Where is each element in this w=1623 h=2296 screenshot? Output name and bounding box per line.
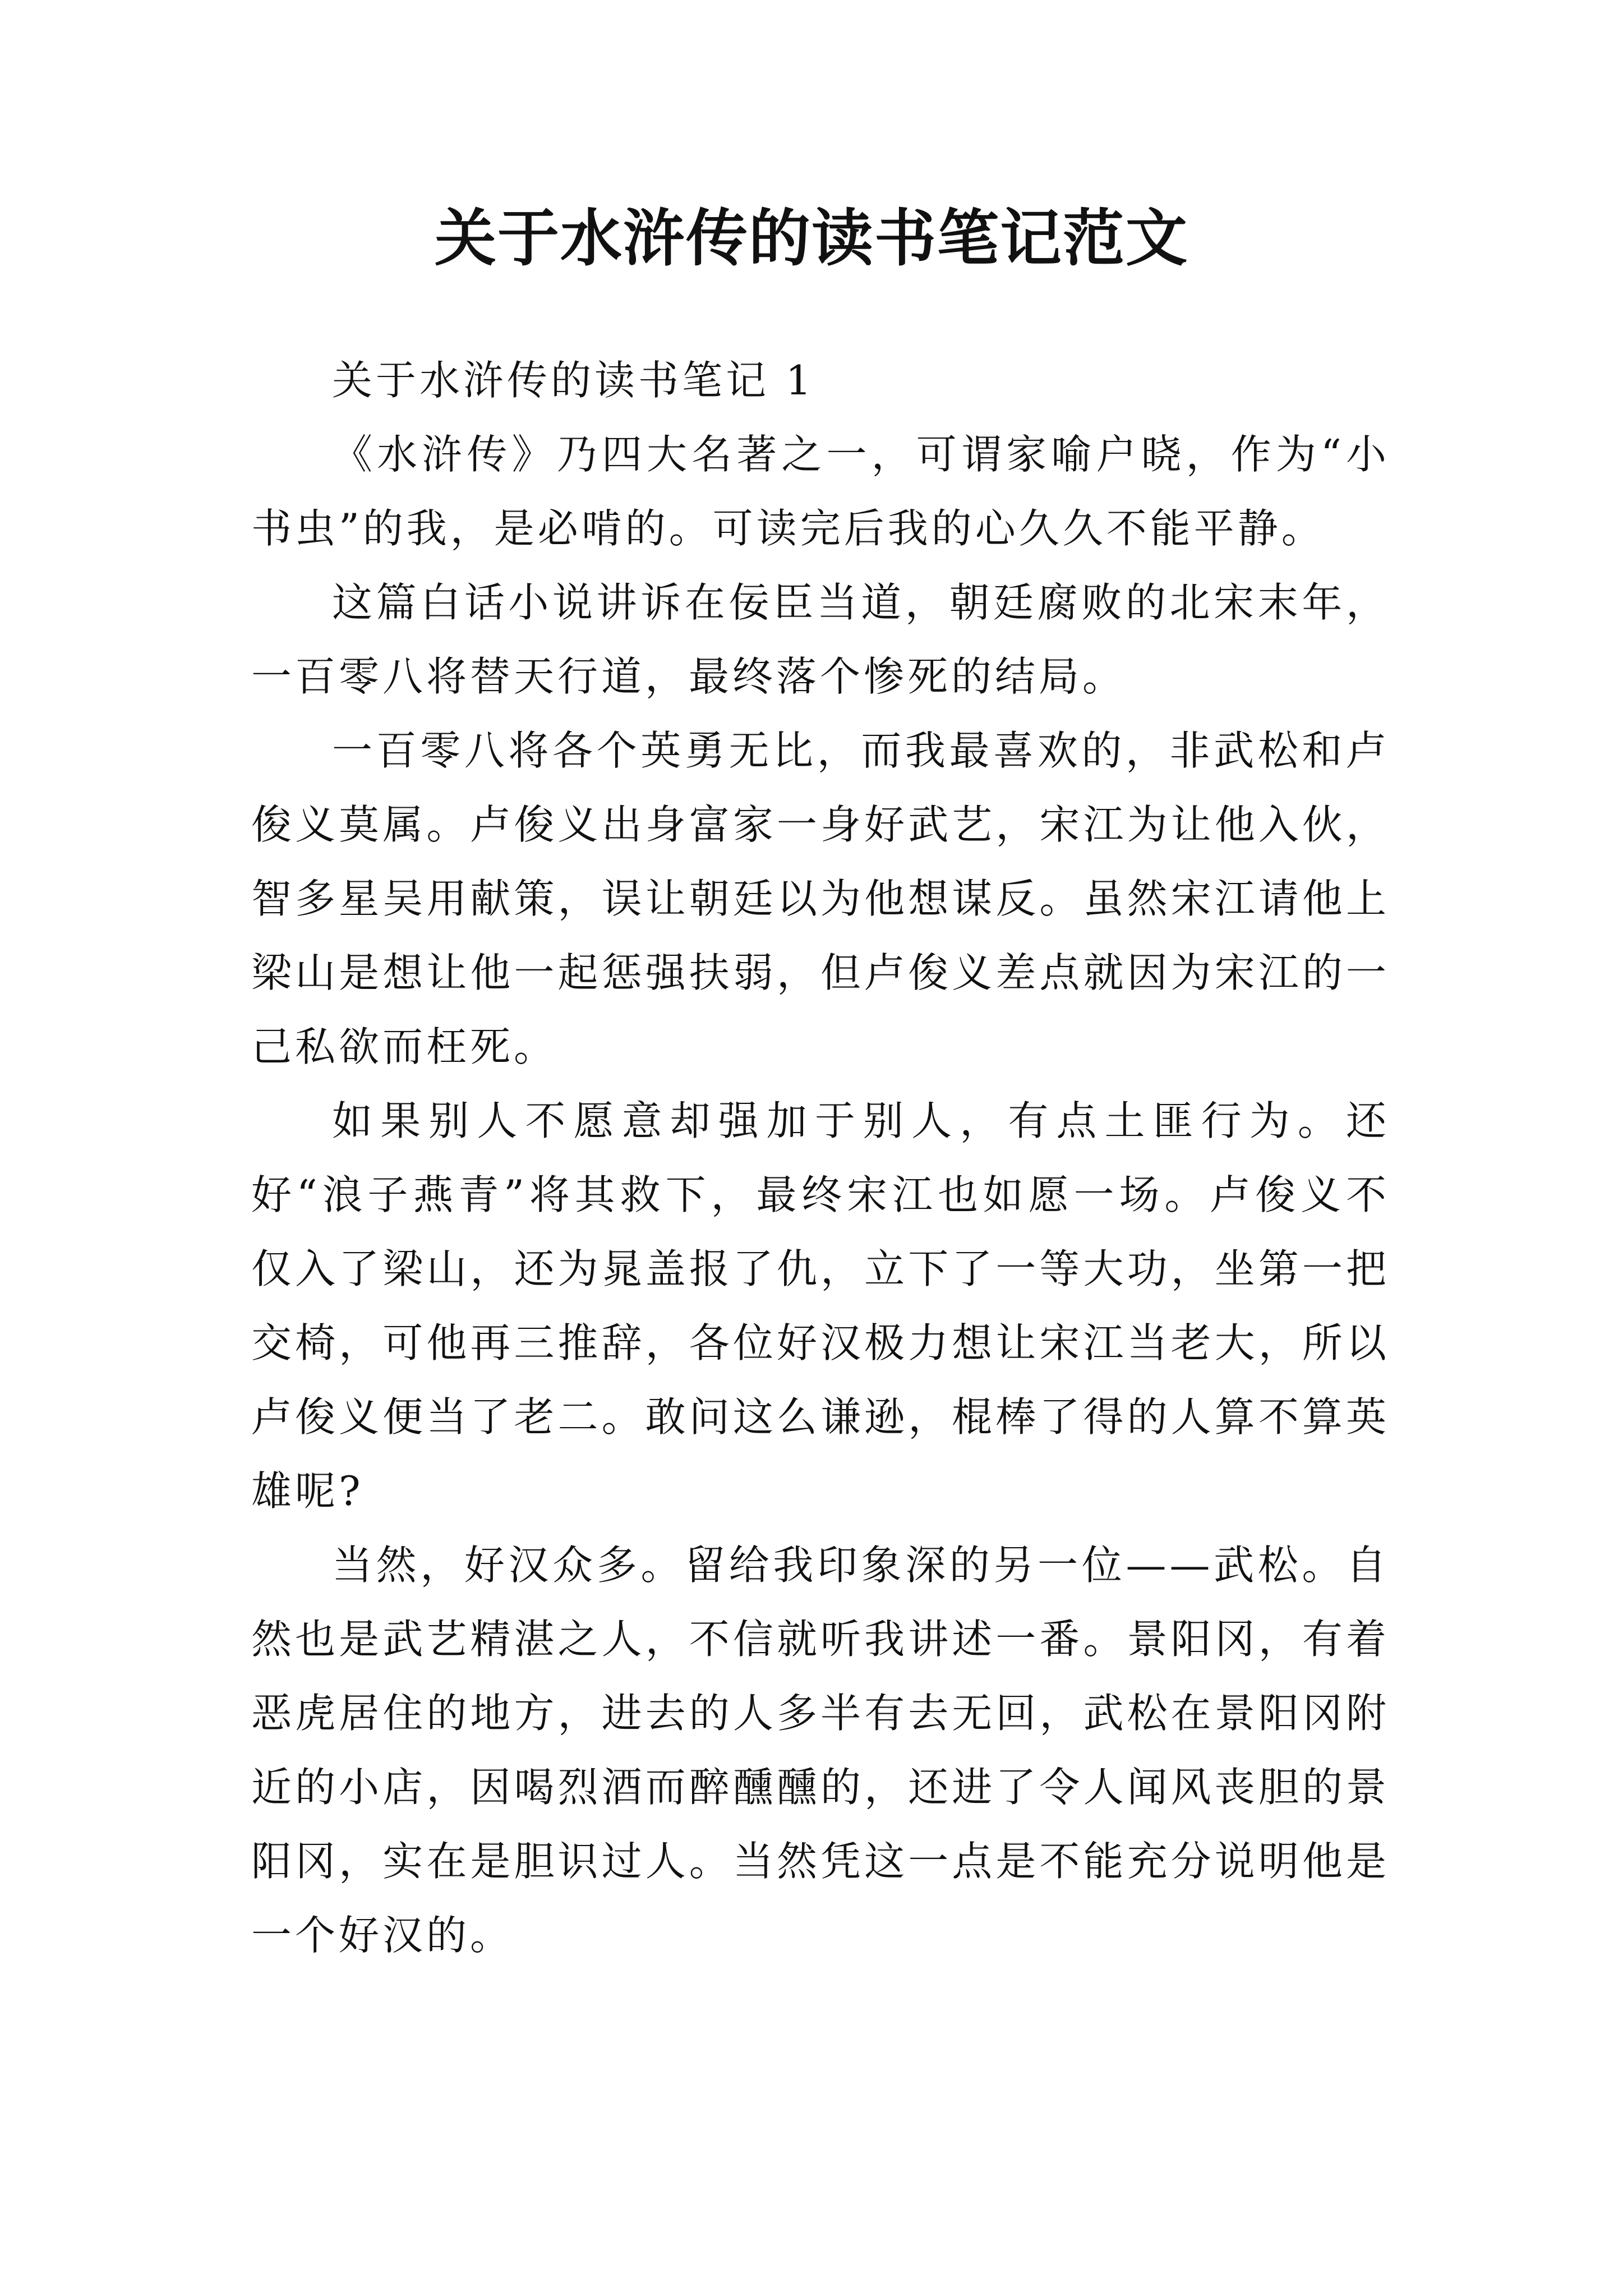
section-heading: 关于水浒传的读书笔记 1	[332, 357, 815, 404]
paragraph-4: 如果别人不愿意却强加于别人，有点土匪行为。还好“浪子燕青”将其救下，最终宋江也如愿一场。卢俊义不仅入了梁山，还为晁盖报了仇，立下了一等大功，坐第一把交椅，可他再三推辞，各位好汉极力想让宋江当老大，所以卢俊义便当了老二。敢问这么谦逊，棍棒了得的人算不算英雄呢?	[251, 1097, 1390, 1515]
paragraph-5: 当然，好汉众多。留给我印象深的另一位——武松。自然也是武艺精湛之人，不信就听我讲述一番。景阳冈，有着恶虎居住的地方，进去的人多半有去无回，武松在景阳冈附近的小店，因喝烈酒而醉醺醺的，还进了令人闻风丧胆的景阳冈，实在是胆识过人。当然凭这一点是不能充分说明他是一个好汉的。	[251, 1542, 1390, 1959]
paragraph-3: 一百零八将各个英勇无比，而我最喜欢的，非武松和卢俊义莫属。卢俊义出身富家一身好武艺，宋江为让他入伙，智多星吴用献策，误让朝廷以为他想谋反。虽然宋江请他上梁山是想让他一起惩强扶弱，但卢俊义差点就因为宋江的一己私欲而枉死。	[251, 727, 1390, 1070]
paragraph-2: 这篇白话小说讲诉在佞臣当道，朝廷腐败的北宋末年，一百零八将替天行道，最终落个惨死的结局。	[251, 579, 1390, 700]
document-title: 关于水浒传的读书笔记范文	[435, 202, 1188, 274]
document-body	[251, 343, 1390, 1972]
paragraph-1: 《水浒传》乃四大名著之一，可谓家喻户晓，作为“小书虫”的我，是必啃的。可读完后我的心久久不能平静。	[251, 431, 1390, 552]
